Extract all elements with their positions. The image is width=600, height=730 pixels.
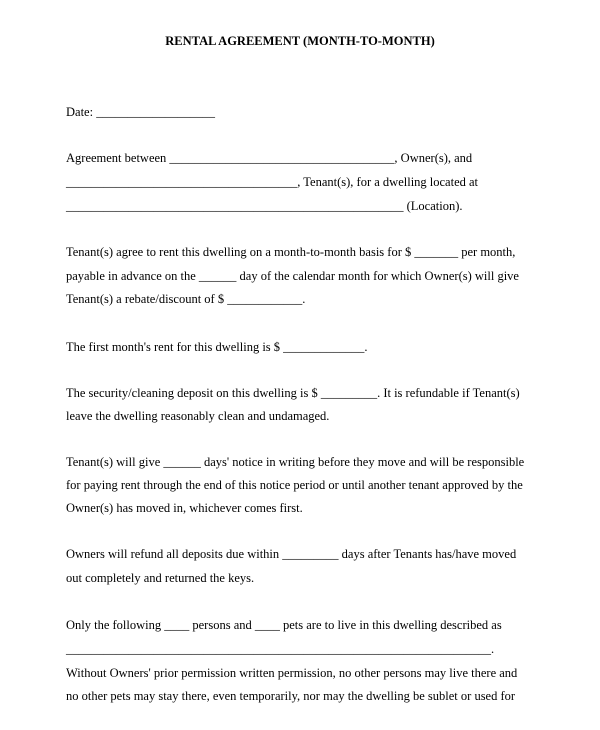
refund-line-1: Owners will refund all deposits due within _________ days after Tenants has/have moved — [66, 547, 517, 561]
notice-line-3: Owner(s) has moved in, whichever comes first. — [66, 501, 303, 515]
date-line: Date: ___________________ — [66, 105, 215, 119]
permission-line-2: no other pets may stay there, even temporarily, nor may the dwelling be sublet or used for — [66, 689, 516, 703]
rent-line-1: Tenant(s) agree to rent this dwelling on a month-to-month basis for $ _______ per month, — [66, 245, 516, 259]
deposit-line-1: The security/cleaning deposit on this dwelling is $ _________. It is refundable if Tenant(s) — [66, 386, 520, 400]
notice-line-2: for paying rent through the end of this notice period or until another tenant approved by the — [66, 478, 523, 492]
agreement-line-3: ______________________________________________________ (Location). — [66, 199, 463, 213]
permission-line-1: Without Owners' prior permission written permission, no other persons may live there and — [66, 666, 518, 680]
agreement-line-2: _____________________________________, Tenant(s), for a dwelling located at — [66, 175, 479, 189]
occupants-line-1: Only the following ____ persons and ____ pets are to live in this dwelling described as — [66, 618, 502, 632]
agreement-line-1: Agreement between ____________________________________, Owner(s), and — [66, 151, 473, 165]
occupants-line-2: ____________________________________________________________________. — [66, 642, 495, 656]
refund-line-2: out completely and returned the keys. — [66, 571, 255, 585]
notice-line-1: Tenant(s) will give ______ days' notice in writing before they move and will be responsible — [66, 455, 525, 469]
deposit-line-2: leave the dwelling reasonably clean and undamaged. — [66, 409, 330, 423]
rent-line-3: Tenant(s) a rebate/discount of $ ____________. — [66, 292, 306, 306]
rent-line-2: payable in advance on the ______ day of the calendar month for which Owner(s) will give — [66, 269, 519, 283]
first-month-rent-line: The first month's rent for this dwelling is $ _____________. — [66, 340, 368, 354]
document-title: RENTAL AGREEMENT (MONTH-TO-MONTH) — [165, 34, 435, 48]
